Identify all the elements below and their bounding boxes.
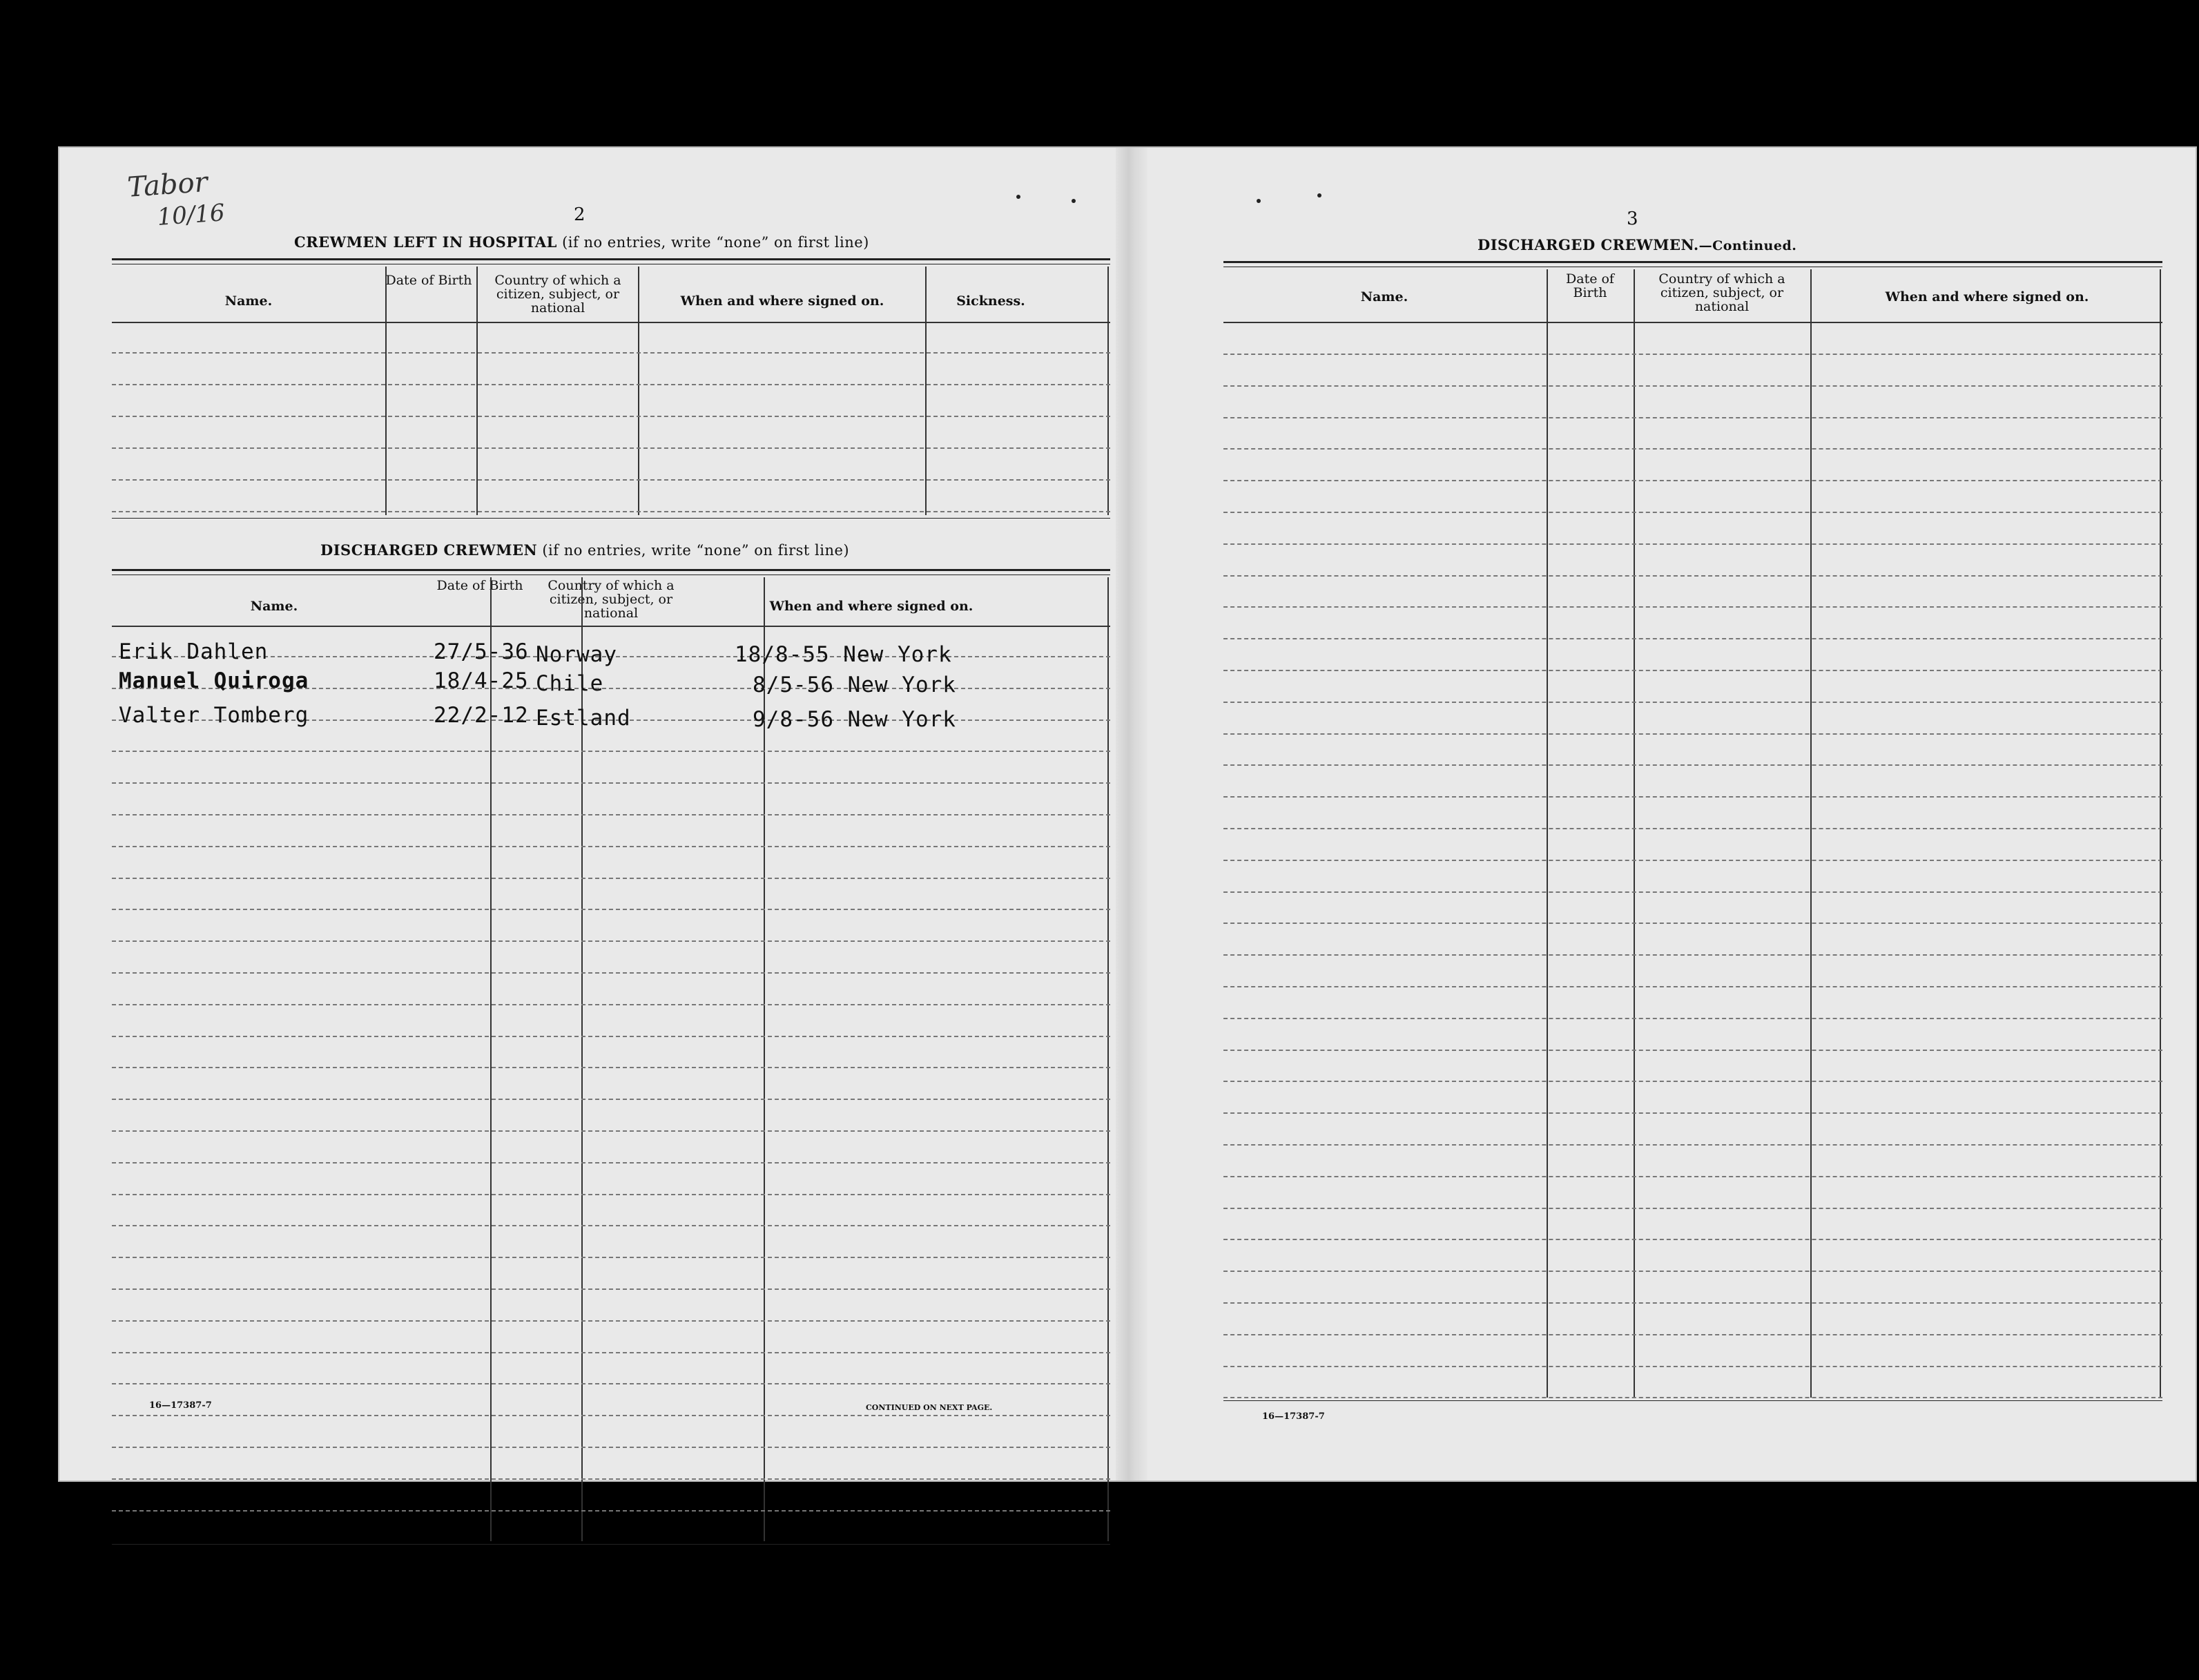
hospital-title-bold: CREWMEN LEFT IN HOSPITAL [294, 233, 557, 251]
column-divider [1107, 267, 1109, 515]
ruled-line [112, 1352, 1110, 1353]
ruled-line [1223, 986, 2162, 987]
discharged-table [112, 569, 1110, 1398]
ruled-line [1223, 480, 2162, 481]
ruled-line [1223, 828, 2162, 829]
crew-dob: 27/5-36 [434, 639, 529, 664]
ruled-line [1223, 1050, 2162, 1051]
ruled-line [1223, 385, 2162, 387]
ruled-line [1223, 543, 2162, 545]
ruled-line [1223, 954, 2162, 956]
ruled-line [112, 1162, 1110, 1164]
handwritten-note-line2: 10/16 [156, 199, 226, 231]
crew-name: Valter Tomberg [119, 703, 309, 728]
continued-col-country: Country of which a citizen, subject, or national [1658, 271, 1785, 314]
continued-col-when: When and where signed on. [1885, 289, 2089, 305]
hospital-col-country: Country of which a citizen, subject, or national [494, 273, 621, 316]
continued-col-dob: Date of Birth [1566, 271, 1614, 300]
column-divider [925, 267, 927, 515]
form-number: 16—17387-7 [149, 1400, 212, 1411]
handwritten-note [126, 165, 226, 235]
crew-name: Manuel Quiroga [119, 668, 309, 693]
right-page [1147, 148, 2176, 1480]
page-number: 3 [1627, 209, 1638, 229]
ruled-line [112, 1036, 1110, 1037]
ruled-line [112, 1383, 1110, 1384]
ruled-line [112, 1194, 1110, 1195]
ruled-line [112, 511, 1110, 512]
discharged-continued-table [1223, 261, 2162, 1421]
ruled-line [1223, 575, 2162, 577]
form-number: 16—17387-7 [1262, 1411, 1325, 1422]
continued-title-bold: DISCHARGED CREWMEN. [1478, 236, 1699, 253]
ruled-line [112, 1225, 1110, 1226]
continued-note: CONTINUED ON NEXT PAGE. [866, 1403, 993, 1412]
column-divider [385, 267, 387, 515]
ruled-line [112, 1447, 1110, 1448]
handwritten-note-line1: Tabor [126, 166, 209, 204]
discharged-title-bold: DISCHARGED CREWMEN [320, 541, 538, 559]
crew-signed-on: 18/8-55 New York [735, 642, 952, 667]
hospital-title-note: (if no entries, write “none” on first line) [556, 234, 869, 251]
ruled-line [112, 751, 1110, 752]
ruled-line [1223, 1081, 2162, 1082]
ruled-line [112, 1288, 1110, 1290]
ruled-line [112, 1478, 1110, 1480]
ruled-line [1223, 448, 2162, 450]
ruled-line [1223, 764, 2162, 766]
hospital-col-dob: Date of Birth [385, 273, 472, 288]
ruled-line [1223, 1018, 2162, 1019]
ruled-line [112, 479, 1110, 481]
ruled-line [1223, 923, 2162, 924]
hospital-col-sickness: Sickness. [956, 293, 1025, 309]
continued-col-name: Name. [1360, 289, 1408, 305]
ruled-line [1223, 860, 2162, 861]
ruled-line [112, 1257, 1110, 1258]
ruled-line [1223, 354, 2162, 355]
ruled-line [1223, 702, 2162, 703]
ruled-line [112, 1415, 1110, 1416]
crew-country: Estland [536, 706, 631, 731]
ruled-line [112, 878, 1110, 879]
discharged-continued-title [1478, 236, 1796, 253]
ruled-line [112, 1067, 1110, 1068]
discharged-col-dob: Date of Birth [436, 578, 523, 593]
ruled-line [1223, 891, 2162, 893]
ruled-line [112, 814, 1110, 815]
ruled-line [1223, 1112, 2162, 1114]
ruled-line [112, 909, 1110, 910]
crew-signed-on: 8/5-56 New York [753, 673, 956, 697]
crew-dob: 18/4-25 [434, 668, 529, 693]
ruled-line [1223, 417, 2162, 418]
ruled-line [1223, 1208, 2162, 1209]
crew-name: Erik Dahlen [119, 639, 269, 664]
crew-signed-on: 9/8-56 New York [753, 707, 956, 732]
hospital-section-title [294, 233, 869, 251]
ruled-line [112, 972, 1110, 974]
crew-country: Norway [536, 642, 617, 667]
discharged-title-note: (if no entries, write “none” on first line) [537, 542, 850, 559]
hospital-col-when: When and where signed on. [680, 293, 884, 309]
ruled-line [112, 782, 1110, 784]
ruled-line [112, 846, 1110, 847]
ruled-line [1223, 670, 2162, 671]
ruled-line [1223, 1239, 2162, 1240]
column-divider [1547, 269, 1548, 1398]
continued-title-note: —Continued. [1698, 238, 1797, 253]
ruled-line [112, 352, 1110, 354]
ruled-line [1223, 1176, 2162, 1177]
column-divider [476, 267, 478, 515]
ruled-line [1223, 1144, 2162, 1146]
ruled-line [1223, 606, 2162, 608]
page-gutter [1116, 148, 1147, 1480]
ruled-line [112, 940, 1110, 942]
column-divider [638, 267, 639, 515]
ruled-line [1223, 1366, 2162, 1367]
ruled-line [1223, 796, 2162, 798]
discharged-section-title [320, 541, 849, 559]
ruled-line [112, 384, 1110, 385]
page-number: 2 [574, 204, 585, 225]
ruled-line [1223, 1397, 2162, 1398]
column-divider [1810, 269, 1812, 1398]
left-page [59, 148, 1116, 1480]
ruled-line [112, 1004, 1110, 1005]
hospital-col-name: Name. [224, 293, 273, 309]
ledger-sheet [59, 148, 2196, 1480]
ruled-line [112, 1130, 1110, 1132]
discharged-col-when: When and where signed on. [769, 599, 973, 614]
crew-dob: 22/2-12 [434, 703, 529, 728]
ruled-line [112, 416, 1110, 417]
discharged-col-country: Country of which a citizen, subject, or national [548, 578, 675, 621]
ruled-line [1223, 638, 2162, 639]
ruled-line [112, 1510, 1110, 1512]
discharged-col-name: Name. [250, 599, 298, 614]
ruled-line [112, 1320, 1110, 1322]
ruled-line [112, 447, 1110, 449]
ruled-line [1223, 1271, 2162, 1272]
ruled-line [1223, 733, 2162, 735]
ruled-line [1223, 512, 2162, 513]
crew-country: Chile [536, 671, 604, 696]
ruled-line [1223, 1302, 2162, 1304]
ruled-line [1223, 1334, 2162, 1335]
ruled-line [112, 1099, 1110, 1100]
column-divider [1634, 269, 1635, 1398]
column-divider [1107, 577, 1109, 1541]
column-divider [2160, 269, 2161, 1398]
